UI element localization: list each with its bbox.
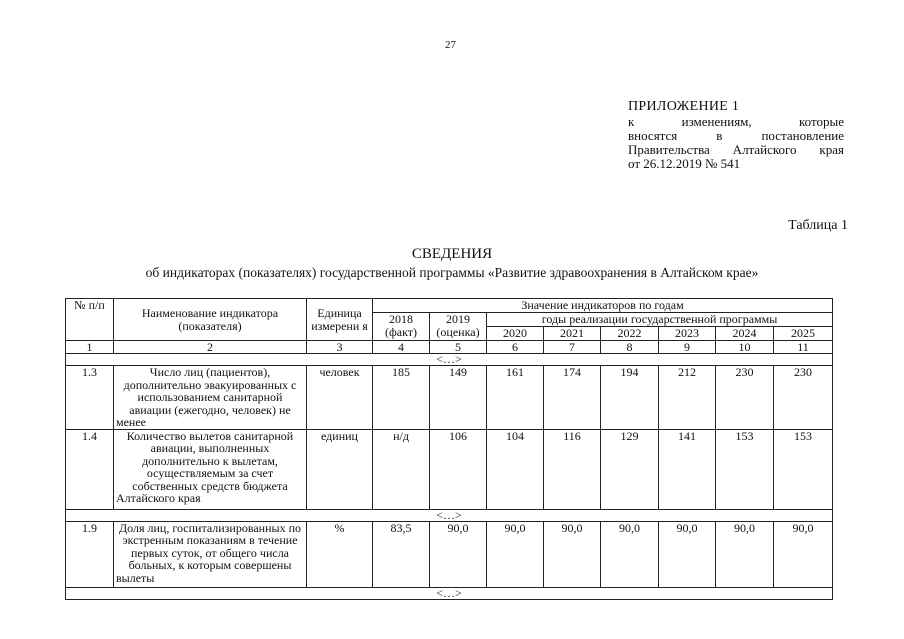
row-number: 1.3 (66, 366, 114, 430)
header-row-1 (66, 299, 833, 313)
header-name: Наименование индикатора (показателя) (114, 299, 307, 341)
header-year-2019: 2019 (оценка) (430, 313, 487, 341)
ellipsis-row (66, 587, 833, 599)
value-2024: 153 (716, 429, 774, 509)
appendix-line-1: к изменениям, которые (628, 114, 844, 129)
value-2020: 104 (487, 429, 544, 509)
value-2024: 90,0 (716, 521, 774, 587)
indicator-name: Доля лиц, госпитализированных по экстренным показаниям в течение первых суток, от общего числа больных, к которым совершены вылеты (114, 521, 307, 587)
value-2020: 90,0 (487, 521, 544, 587)
appendix-title: ПРИЛОЖЕНИЕ 1 (628, 99, 740, 114)
column-number: 9 (659, 341, 716, 354)
value-2021: 174 (544, 366, 601, 430)
column-number: 3 (307, 341, 373, 354)
ellipsis-row (66, 509, 833, 521)
header-num: № п/п (66, 299, 114, 341)
row-number: 1.4 (66, 429, 114, 509)
value-2022: 129 (601, 429, 659, 509)
value-2025: 230 (774, 366, 833, 430)
header-unit: Единица измерени я (307, 299, 373, 341)
column-number: 6 (487, 341, 544, 354)
value-2019: 90,0 (430, 521, 487, 587)
header-year-2022: 2022 (601, 327, 659, 341)
value-2018: н/д (373, 429, 430, 509)
ellipsis-row (66, 354, 833, 366)
page-number: 27 (445, 39, 456, 51)
appendix-line-3: Правительства Алтайского края (628, 142, 844, 157)
appendix-line-2: вносятся в постановление (628, 128, 844, 143)
value-2018: 83,5 (373, 521, 430, 587)
value-2022: 90,0 (601, 521, 659, 587)
column-number: 8 (601, 341, 659, 354)
value-2023: 90,0 (659, 521, 716, 587)
indicators-table (65, 298, 833, 600)
value-2025: 153 (774, 429, 833, 509)
value-2021: 116 (544, 429, 601, 509)
table-row (66, 366, 833, 430)
header-year-2025: 2025 (774, 327, 833, 341)
value-2025: 90,0 (774, 521, 833, 587)
column-number: 1 (66, 341, 114, 354)
column-number: 10 (716, 341, 774, 354)
header-values: Значение индикаторов по годам (373, 299, 833, 313)
header-year-2020: 2020 (487, 327, 544, 341)
column-number: 5 (430, 341, 487, 354)
table-row (66, 429, 833, 509)
value-2024: 230 (716, 366, 774, 430)
appendix-block (628, 100, 844, 171)
header-year-2021: 2021 (544, 327, 601, 341)
indicator-unit: единиц (307, 429, 373, 509)
column-number: 4 (373, 341, 430, 354)
value-2023: 141 (659, 429, 716, 509)
header-year-2023: 2023 (659, 327, 716, 341)
header-program-years: годы реализации государственной программы (487, 313, 833, 327)
table-label: Таблица 1 (788, 218, 848, 233)
value-2021: 90,0 (544, 521, 601, 587)
value-2018: 185 (373, 366, 430, 430)
header-year-2018: 2018 (факт) (373, 313, 430, 341)
indicator-name: Количество вылетов санитарной авиации, выполненных дополнительно к вылетам, осуществляемым за счет собственных средств бюджета Алтайского края (114, 429, 307, 509)
row-number: 1.9 (66, 521, 114, 587)
header-year-2024: 2024 (716, 327, 774, 341)
document-subtitle: об индикаторах (показателях) государственной программы «Развитие здравоохранения в Алтайском крае» (145, 265, 759, 280)
value-2023: 212 (659, 366, 716, 430)
document-title: СВЕДЕНИЯ (411, 246, 493, 262)
value-2022: 194 (601, 366, 659, 430)
column-number: 2 (114, 341, 307, 354)
appendix-line-4: от 26.12.2019 № 541 (628, 156, 741, 171)
value-2019: 106 (430, 429, 487, 509)
column-number: 11 (774, 341, 833, 354)
ellipsis-marker: <…> (66, 509, 833, 521)
ellipsis-marker: <…> (66, 354, 833, 366)
indicator-unit: % (307, 521, 373, 587)
table-row (66, 521, 833, 587)
value-2019: 149 (430, 366, 487, 430)
column-number: 7 (544, 341, 601, 354)
indicator-name: Число лиц (пациентов), дополнительно эвакуированных с использованием санитарной авиации (ежегодно, человек) не менее (114, 366, 307, 430)
value-2020: 161 (487, 366, 544, 430)
indicator-unit: человек (307, 366, 373, 430)
ellipsis-marker: <…> (66, 587, 833, 599)
